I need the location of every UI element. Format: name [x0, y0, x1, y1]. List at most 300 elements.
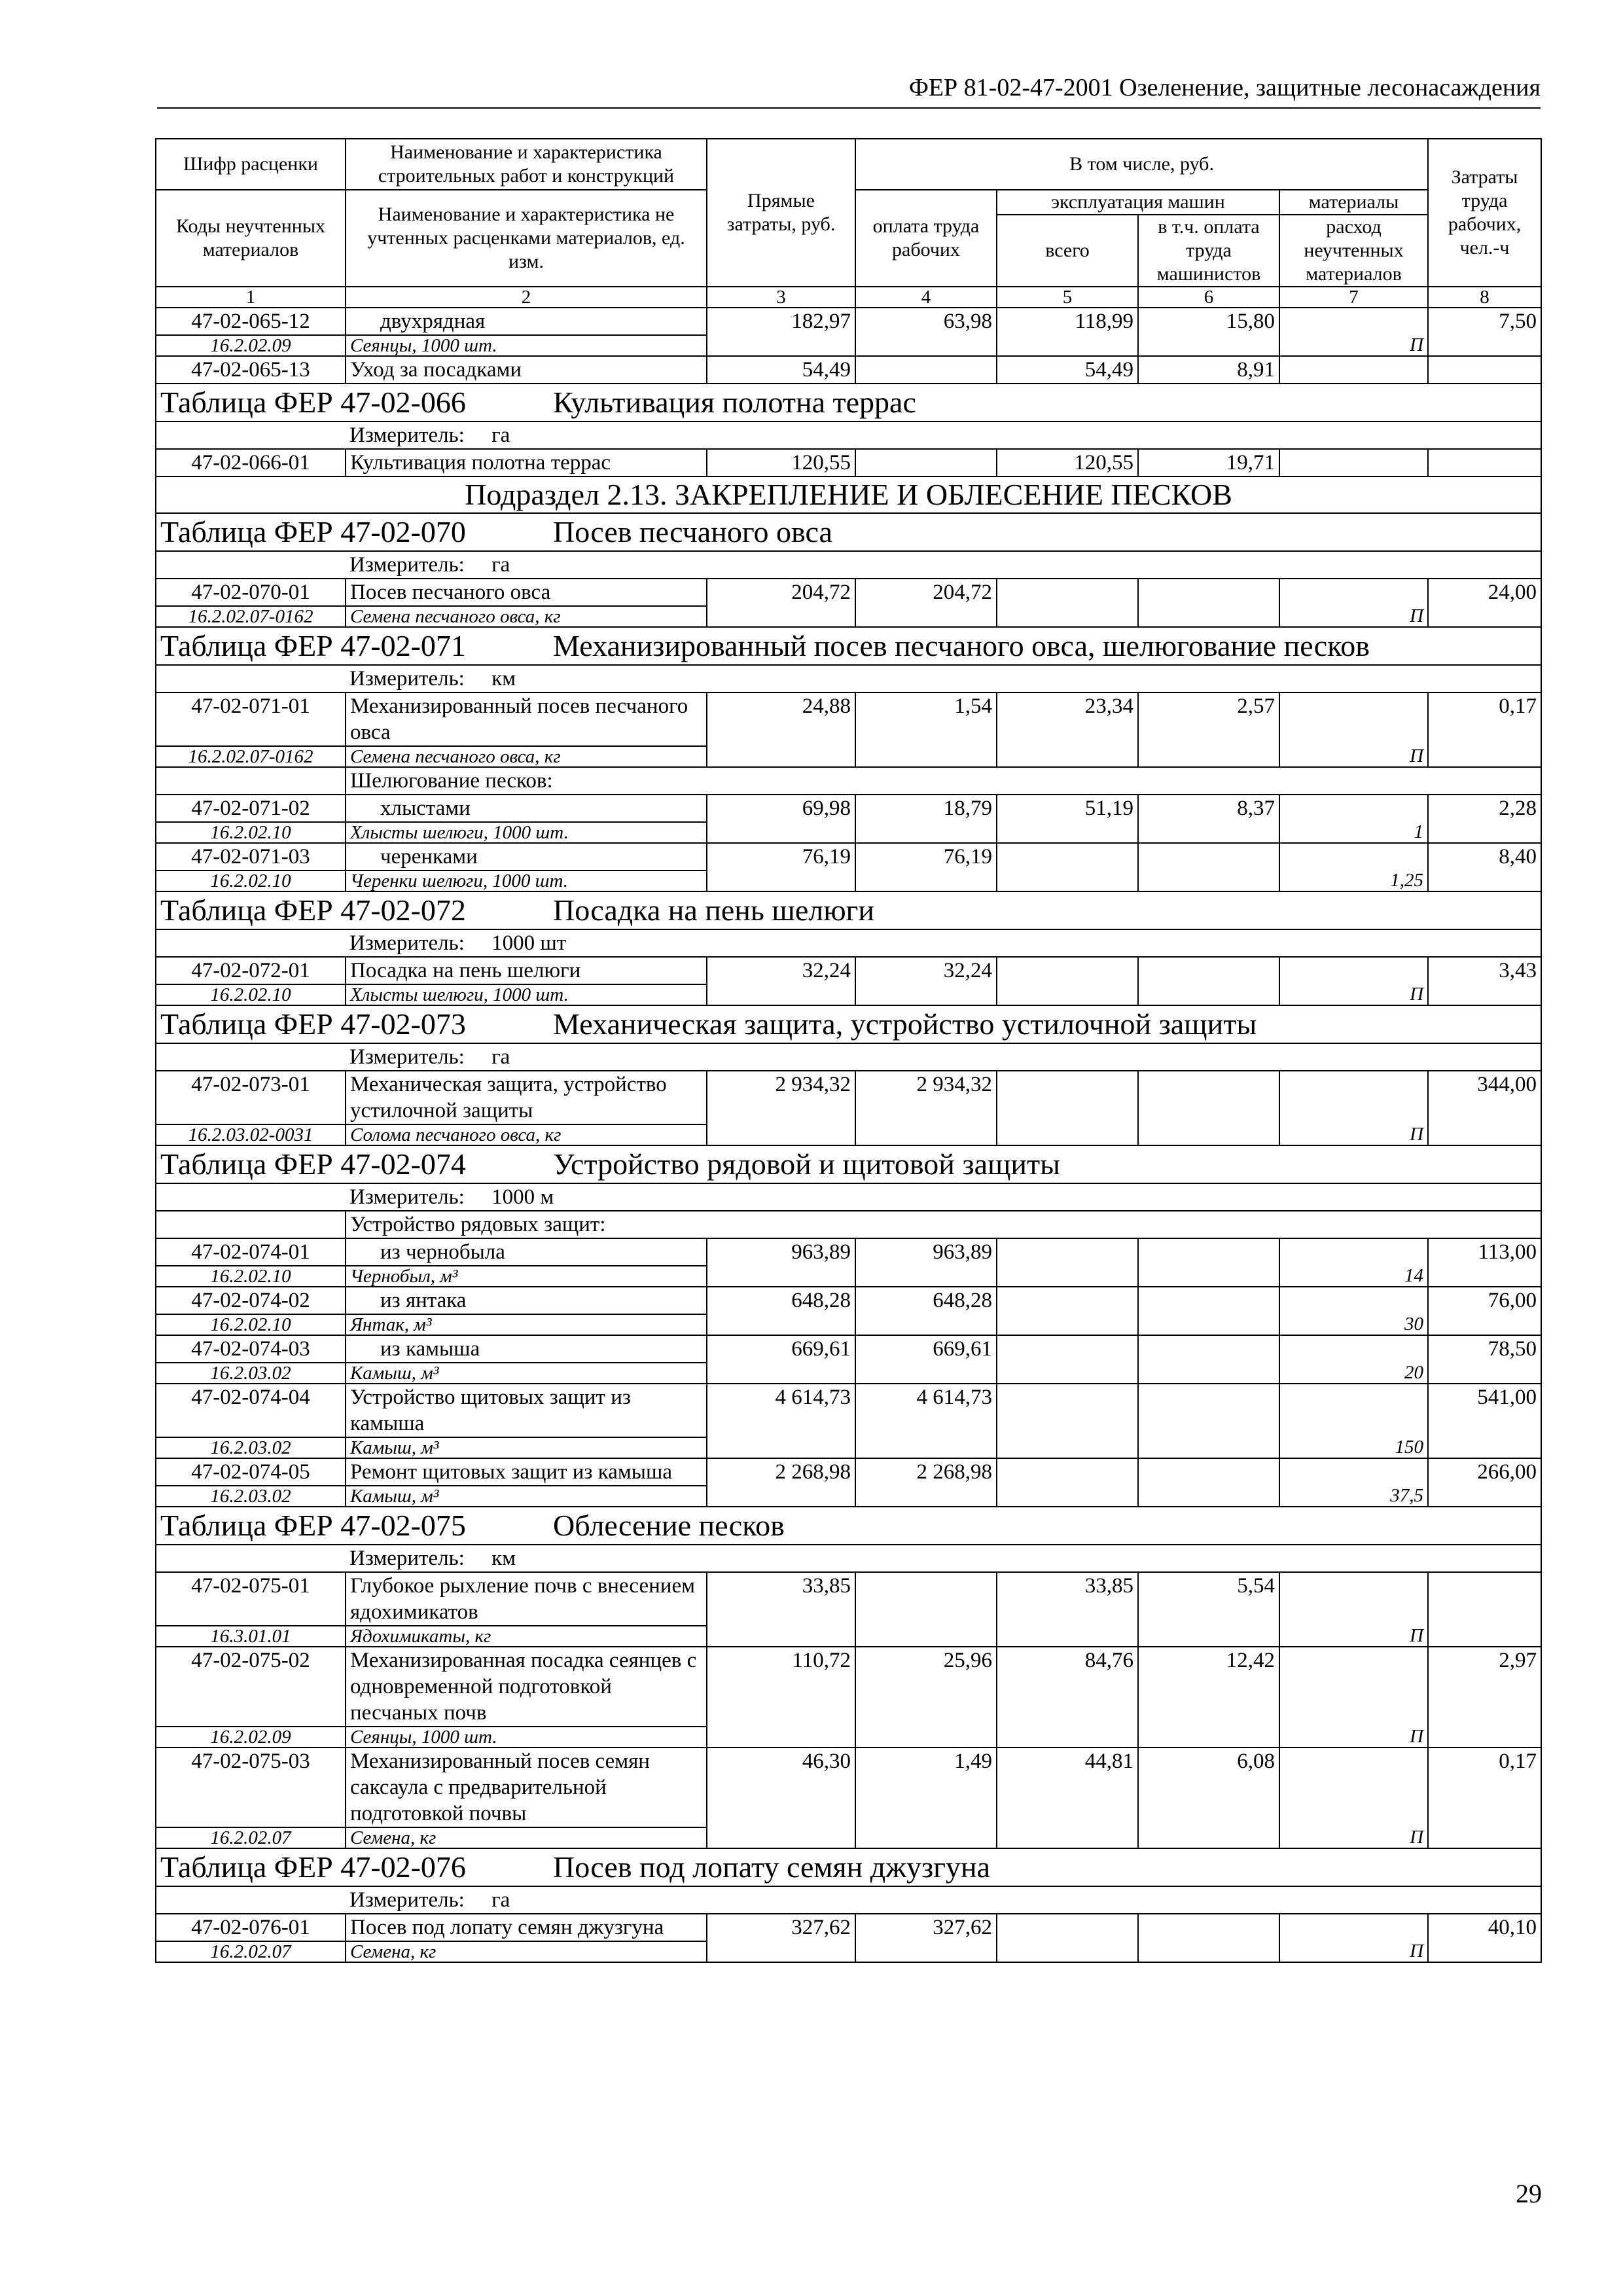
material-name: Семена, кг: [346, 1827, 707, 1848]
material-quantity: П: [1279, 1727, 1428, 1748]
material-quantity: 1,25: [1279, 870, 1428, 891]
material-quantity: П: [1279, 1827, 1428, 1848]
rate-row: [156, 957, 1541, 984]
labor-pay: 669,61: [855, 1335, 997, 1384]
rate-row: [156, 1287, 1541, 1314]
measure-row: [156, 929, 1541, 957]
material-code: 16.2.03.02-0031: [156, 1124, 346, 1145]
table-name: Облесение песков: [553, 1509, 785, 1542]
rate-row: [156, 308, 1541, 335]
material-code: 16.2.03.02: [156, 1437, 346, 1458]
machine-labor: 6,08: [1138, 1748, 1279, 1848]
measure-empty: [156, 665, 346, 692]
material-use: [1279, 1914, 1428, 1941]
rate-row: [156, 1335, 1541, 1363]
material-quantity: П: [1279, 606, 1428, 627]
material-use: [1279, 356, 1428, 384]
machine-total: [997, 579, 1138, 627]
document-header: ФЕР 81-02-47-2001 Озеленение, защитные лесонасаждения: [157, 68, 1541, 109]
material-quantity: 20: [1279, 1363, 1428, 1384]
material-quantity: 30: [1279, 1314, 1428, 1335]
rate-row: [156, 1071, 1541, 1124]
rate-row: [156, 692, 1541, 746]
group-empty: [156, 1211, 346, 1238]
material-name: Хлысты шелюги, 1000 шт.: [346, 822, 707, 843]
labor-cost: [1428, 449, 1541, 476]
material-use: [1279, 795, 1428, 822]
measure-row: [156, 551, 1541, 579]
work-name: Посев под лопату семян джузгуна: [346, 1914, 707, 1941]
column-number: 7: [1279, 287, 1428, 308]
labor-pay: 1,54: [855, 692, 997, 767]
material-quantity: П: [1279, 1941, 1428, 1962]
table-title: [156, 891, 1541, 929]
measure-row: [156, 422, 1541, 449]
rate-code: 47-02-071-01: [156, 692, 346, 746]
work-name: Глубокое рыхление почв с внесением ядохимикатов: [346, 1572, 707, 1626]
labor-pay: 963,89: [855, 1238, 997, 1287]
measure-empty: [156, 551, 346, 579]
table-name: Посадка на пень шелюги: [553, 893, 875, 927]
machine-total: [997, 1384, 1138, 1458]
measure-unit: Измеритель: 1000 шт: [346, 929, 1541, 957]
work-name: Уход за посадками: [346, 356, 707, 384]
measure-row: [156, 1886, 1541, 1914]
material-code: 16.2.02.10: [156, 822, 346, 843]
material-use: [1279, 1647, 1428, 1727]
labor-pay: 204,72: [855, 579, 997, 627]
labor-cost: 76,00: [1428, 1287, 1541, 1335]
rate-row: [156, 1914, 1541, 1941]
direct-cost: 2 934,32: [707, 1071, 855, 1145]
machine-total: [997, 843, 1138, 891]
machine-labor: [1138, 1335, 1279, 1384]
table-title: [156, 1005, 1541, 1043]
labor-cost: 3,43: [1428, 957, 1541, 1005]
machine-total: 118,99: [997, 308, 1138, 356]
rate-code: 47-02-066-01: [156, 449, 346, 476]
table-number: Таблица ФЕР 47-02-072: [160, 893, 466, 927]
material-use: [1279, 1572, 1428, 1626]
direct-cost: 2 268,98: [707, 1458, 855, 1507]
material-name: Янтак, м³: [346, 1314, 707, 1335]
machine-labor: 8,91: [1138, 356, 1279, 384]
column-number: 6: [1138, 287, 1279, 308]
labor-pay: 76,19: [855, 843, 997, 891]
work-name: Механическая защита, устройство устилочной защиты: [346, 1071, 707, 1124]
group-row: [156, 767, 1541, 795]
labor-pay: 4 614,73: [855, 1384, 997, 1458]
work-name: Устройство щитовых защит из камыша: [346, 1384, 707, 1437]
machine-total: 33,85: [997, 1572, 1138, 1647]
work-name: хлыстами: [346, 795, 707, 822]
table-title-row: [156, 891, 1541, 929]
rate-row: [156, 1458, 1541, 1486]
labor-pay: [855, 1572, 997, 1647]
machine-labor: [1138, 579, 1279, 627]
table-title-row: [156, 1145, 1541, 1183]
direct-cost: 110,72: [707, 1647, 855, 1748]
work-name: Механизированный посев семян саксаула с предварительной подготовкой почвы: [346, 1748, 707, 1827]
measure-empty: [156, 1545, 346, 1572]
machine-total: [997, 1287, 1138, 1335]
direct-cost: 32,24: [707, 957, 855, 1005]
machine-total: [997, 1071, 1138, 1145]
rate-code: 47-02-072-01: [156, 957, 346, 984]
labor-cost: 78,50: [1428, 1335, 1541, 1384]
direct-cost: 24,88: [707, 692, 855, 767]
machine-labor: 2,57: [1138, 692, 1279, 767]
material-use: [1279, 843, 1428, 870]
material-use: [1279, 579, 1428, 606]
material-quantity: П: [1279, 746, 1428, 767]
machine-total: [997, 957, 1138, 1005]
direct-cost: 4 614,73: [707, 1384, 855, 1458]
col-labor-header: Затраты труда рабочих, чел.-ч: [1428, 139, 1541, 287]
table-number: Таблица ФЕР 47-02-066: [160, 386, 466, 419]
rate-code: 47-02-074-04: [156, 1384, 346, 1437]
column-number: 3: [707, 287, 855, 308]
rate-code: 47-02-071-02: [156, 795, 346, 822]
material-use: [1279, 1748, 1428, 1827]
column-number: 8: [1428, 287, 1541, 308]
labor-pay: 63,98: [855, 308, 997, 356]
rate-code: 47-02-071-03: [156, 843, 346, 870]
rate-code: 47-02-075-02: [156, 1647, 346, 1727]
col-matcode-header: Коды неучтенных материалов: [156, 190, 346, 287]
labor-cost: 40,10: [1428, 1914, 1541, 1962]
labor-cost: 8,40: [1428, 843, 1541, 891]
rate-code: 47-02-074-01: [156, 1238, 346, 1266]
direct-cost: 54,49: [707, 356, 855, 384]
material-name: Сеянцы, 1000 шт.: [346, 335, 707, 356]
direct-cost: 182,97: [707, 308, 855, 356]
material-name: Хлысты шелюги, 1000 шт.: [346, 984, 707, 1005]
work-name: Культивация полотна террас: [346, 449, 707, 476]
material-use: [1279, 1384, 1428, 1437]
machine-total: 23,34: [997, 692, 1138, 767]
material-name: Семена песчаного овса, кг: [346, 606, 707, 627]
table-name: Культивация полотна террас: [553, 386, 916, 419]
machine-labor: [1138, 1384, 1279, 1458]
table-name: Посев под лопату семян джузгуна: [553, 1850, 991, 1884]
material-use: [1279, 692, 1428, 746]
table-number: Таблица ФЕР 47-02-075: [160, 1509, 466, 1542]
material-name: Семена песчаного овса, кг: [346, 746, 707, 767]
work-name: черенками: [346, 843, 707, 870]
work-name: Посев песчаного овса: [346, 579, 707, 606]
labor-cost: 0,17: [1428, 692, 1541, 767]
material-name: Ядохимикаты, кг: [346, 1626, 707, 1647]
material-code: 16.2.02.10: [156, 1314, 346, 1335]
material-code: 16.2.02.09: [156, 1727, 346, 1748]
col-mach-total-header: всего: [997, 215, 1138, 287]
rate-row: [156, 1238, 1541, 1266]
labor-cost: 0,17: [1428, 1748, 1541, 1848]
material-code: 16.2.02.10: [156, 870, 346, 891]
table-name: Механическая защита, устройство устилочной защиты: [553, 1007, 1257, 1041]
direct-cost: 120,55: [707, 449, 855, 476]
material-code: 16.2.03.02: [156, 1363, 346, 1384]
labor-cost: 7,50: [1428, 308, 1541, 356]
material-code: 16.2.03.02: [156, 1486, 346, 1507]
material-code: 16.2.02.10: [156, 984, 346, 1005]
material-code: 16.2.02.09: [156, 335, 346, 356]
material-code: 16.2.02.07-0162: [156, 746, 346, 767]
work-name: из янтака: [346, 1287, 707, 1314]
measure-unit: Измеритель: км: [346, 665, 1541, 692]
table-title-row: [156, 384, 1541, 422]
material-code: 16.2.02.07-0162: [156, 606, 346, 627]
rate-code: 47-02-074-05: [156, 1458, 346, 1486]
rate-code: 47-02-075-01: [156, 1572, 346, 1626]
column-number: 1: [156, 287, 346, 308]
direct-cost: 204,72: [707, 579, 855, 627]
col-matname-header: Наименование и характеристика не учтенных расценками материалов, ед. изм.: [346, 190, 707, 287]
table-title-row: [156, 1005, 1541, 1043]
material-code: 16.2.02.10: [156, 1266, 346, 1287]
direct-cost: 33,85: [707, 1572, 855, 1647]
machine-labor: [1138, 1238, 1279, 1287]
measure-empty: [156, 422, 346, 449]
labor-pay: 2 268,98: [855, 1458, 997, 1507]
table-number: Таблица ФЕР 47-02-070: [160, 515, 466, 548]
measure-unit: Измеритель: 1000 м: [346, 1183, 1541, 1211]
table-header: [156, 139, 1541, 308]
group-empty: [156, 767, 346, 795]
machine-labor: 19,71: [1138, 449, 1279, 476]
measure-unit: Измеритель: км: [346, 1545, 1541, 1572]
machine-labor: 12,42: [1138, 1647, 1279, 1748]
col-machines-header: эксплуатация машин: [997, 190, 1279, 215]
machine-labor: 15,80: [1138, 308, 1279, 356]
material-quantity: 150: [1279, 1437, 1428, 1458]
machine-total: 51,19: [997, 795, 1138, 843]
rate-row: [156, 356, 1541, 384]
material-name: Черенки шелюги, 1000 шт.: [346, 870, 707, 891]
rate-code: 47-02-075-03: [156, 1748, 346, 1827]
labor-pay: [855, 356, 997, 384]
table-name: Устройство рядовой и щитовой защиты: [553, 1147, 1061, 1181]
column-number: 4: [855, 287, 997, 308]
material-quantity: П: [1279, 1124, 1428, 1145]
machine-total: 84,76: [997, 1647, 1138, 1748]
table-title-row: [156, 1848, 1541, 1886]
machine-total: 44,81: [997, 1748, 1138, 1848]
material-name: Семена, кг: [346, 1941, 707, 1962]
labor-cost: 2,28: [1428, 795, 1541, 843]
table-title: [156, 513, 1541, 551]
table-title: [156, 1507, 1541, 1545]
price-table: [155, 138, 1542, 1963]
labor-cost: [1428, 356, 1541, 384]
machine-total: 120,55: [997, 449, 1138, 476]
labor-cost: [1428, 1572, 1541, 1647]
material-name: Сеянцы, 1000 шт.: [346, 1727, 707, 1748]
rate-code: 47-02-074-03: [156, 1335, 346, 1363]
table-number: Таблица ФЕР 47-02-071: [160, 629, 466, 662]
column-number: 2: [346, 287, 707, 308]
measure-unit: Измеритель: га: [346, 1043, 1541, 1071]
direct-cost: 327,62: [707, 1914, 855, 1962]
table-name: Механизированный посев песчаного овса, шелюгование песков: [553, 629, 1370, 662]
direct-cost: 76,19: [707, 843, 855, 891]
material-use: [1279, 1071, 1428, 1124]
material-quantity: 14: [1279, 1266, 1428, 1287]
material-code: 16.2.02.07: [156, 1827, 346, 1848]
machine-labor: [1138, 1071, 1279, 1145]
rate-code: 47-02-065-13: [156, 356, 346, 384]
table-title: [156, 627, 1541, 665]
rate-code: 47-02-065-12: [156, 308, 346, 335]
page-number: 29: [1516, 2179, 1542, 2208]
subsection-row: [156, 476, 1541, 513]
col-laborpay-header: оплата труда рабочих: [855, 190, 997, 287]
labor-cost: 113,00: [1428, 1238, 1541, 1287]
material-quantity: П: [1279, 984, 1428, 1005]
col-name-header: Наименование и характеристика строительных работ и конструкций: [346, 139, 707, 190]
material-code: 16.3.01.01: [156, 1626, 346, 1647]
table-number: Таблица ФЕР 47-02-074: [160, 1147, 466, 1181]
machine-labor: [1138, 1287, 1279, 1335]
material-code: 16.2.02.07: [156, 1941, 346, 1962]
rate-row: [156, 449, 1541, 476]
rate-row: [156, 843, 1541, 870]
measure-empty: [156, 1043, 346, 1071]
measure-unit: Измеритель: га: [346, 1886, 1541, 1914]
group-label: Шелюгование песков:: [346, 767, 1541, 795]
labor-pay: 2 934,32: [855, 1071, 997, 1145]
col-materials-header: материалы: [1279, 190, 1428, 215]
table-title: [156, 1848, 1541, 1886]
machine-labor: 8,37: [1138, 795, 1279, 843]
table-title-row: [156, 1507, 1541, 1545]
measure-row: [156, 1545, 1541, 1572]
machine-total: [997, 1335, 1138, 1384]
table-number: Таблица ФЕР 47-02-073: [160, 1007, 466, 1041]
work-name: двухрядная: [346, 308, 707, 335]
subsection-title: Подраздел 2.13. ЗАКРЕПЛЕНИЕ И ОБЛЕСЕНИЕ ПЕСКОВ: [156, 476, 1541, 513]
table-title-row: [156, 627, 1541, 665]
material-name: Камыш, м³: [346, 1363, 707, 1384]
labor-pay: 18,79: [855, 795, 997, 843]
measure-row: [156, 1043, 1541, 1071]
work-name: Механизированный посев песчаного овса: [346, 692, 707, 746]
direct-cost: 669,61: [707, 1335, 855, 1384]
labor-pay: 648,28: [855, 1287, 997, 1335]
machine-labor: [1138, 1914, 1279, 1962]
work-name: Механизированная посадка сеянцев с одновременной подготовкой песчаных почв: [346, 1647, 707, 1727]
rate-code: 47-02-070-01: [156, 579, 346, 606]
rate-row: [156, 1572, 1541, 1626]
material-use: [1279, 957, 1428, 984]
rate-code: 47-02-074-02: [156, 1287, 346, 1314]
work-name: Посадка на пень шелюги: [346, 957, 707, 984]
col-mach-labor-header: в т.ч. оплата труда машинистов: [1138, 215, 1279, 287]
rate-code: 47-02-073-01: [156, 1071, 346, 1124]
labor-pay: 327,62: [855, 1914, 997, 1962]
machine-labor: 5,54: [1138, 1572, 1279, 1647]
measure-unit: Измеритель: га: [346, 551, 1541, 579]
rate-code: 47-02-076-01: [156, 1914, 346, 1941]
direct-cost: 963,89: [707, 1238, 855, 1287]
labor-cost: 2,97: [1428, 1647, 1541, 1748]
rate-row: [156, 579, 1541, 606]
rate-row: [156, 1748, 1541, 1827]
labor-cost: 266,00: [1428, 1458, 1541, 1507]
material-use: [1279, 1287, 1428, 1314]
material-name: Камыш, м³: [346, 1486, 707, 1507]
labor-pay: 32,24: [855, 957, 997, 1005]
col-code-header: Шифр расценки: [156, 139, 346, 190]
material-use: [1279, 308, 1428, 335]
table-name: Посев песчаного овса: [553, 515, 832, 548]
table-number: Таблица ФЕР 47-02-076: [160, 1850, 466, 1884]
work-name: Ремонт щитовых защит из камыша: [346, 1458, 707, 1486]
machine-total: [997, 1458, 1138, 1507]
rate-row: [156, 1384, 1541, 1437]
column-number: 5: [997, 287, 1138, 308]
direct-cost: 46,30: [707, 1748, 855, 1848]
material-quantity: П: [1279, 1626, 1428, 1647]
machine-total: [997, 1914, 1138, 1962]
measure-empty: [156, 1183, 346, 1211]
col-direct-header: Прямые затраты, руб.: [707, 139, 855, 287]
group-row: [156, 1211, 1541, 1238]
labor-pay: [855, 449, 997, 476]
table-title-row: [156, 513, 1541, 551]
group-label: Устройство рядовых защит:: [346, 1211, 1541, 1238]
machine-labor: [1138, 957, 1279, 1005]
labor-cost: 344,00: [1428, 1071, 1541, 1145]
labor-pay: 1,49: [855, 1748, 997, 1848]
machine-labor: [1138, 1458, 1279, 1507]
measure-row: [156, 1183, 1541, 1211]
material-use: [1279, 449, 1428, 476]
labor-cost: 24,00: [1428, 579, 1541, 627]
material-quantity: 1: [1279, 822, 1428, 843]
table-body: [156, 308, 1541, 1962]
table-title: [156, 1145, 1541, 1183]
material-name: Чернобыл, м³: [346, 1266, 707, 1287]
material-use: [1279, 1458, 1428, 1486]
measure-row: [156, 665, 1541, 692]
material-use: [1279, 1335, 1428, 1363]
material-quantity: П: [1279, 335, 1428, 356]
direct-cost: 648,28: [707, 1287, 855, 1335]
work-name: из чернобыла: [346, 1238, 707, 1266]
measure-empty: [156, 1886, 346, 1914]
table-title: [156, 384, 1541, 422]
labor-pay: 25,96: [855, 1647, 997, 1748]
col-incl-header: В том числе, руб.: [855, 139, 1428, 190]
material-name: Камыш, м³: [346, 1437, 707, 1458]
material-use: [1279, 1238, 1428, 1266]
measure-empty: [156, 929, 346, 957]
machine-total: [997, 1238, 1138, 1287]
measure-unit: Измеритель: га: [346, 422, 1541, 449]
direct-cost: 69,98: [707, 795, 855, 843]
work-name: из камыша: [346, 1335, 707, 1363]
labor-cost: 541,00: [1428, 1384, 1541, 1458]
rate-row: [156, 1647, 1541, 1727]
machine-labor: [1138, 843, 1279, 891]
material-quantity: 37,5: [1279, 1486, 1428, 1507]
material-name: Солома песчаного овса, кг: [346, 1124, 707, 1145]
machine-total: 54,49: [997, 356, 1138, 384]
column-numbers-row: [156, 287, 1541, 308]
rate-row: [156, 795, 1541, 822]
